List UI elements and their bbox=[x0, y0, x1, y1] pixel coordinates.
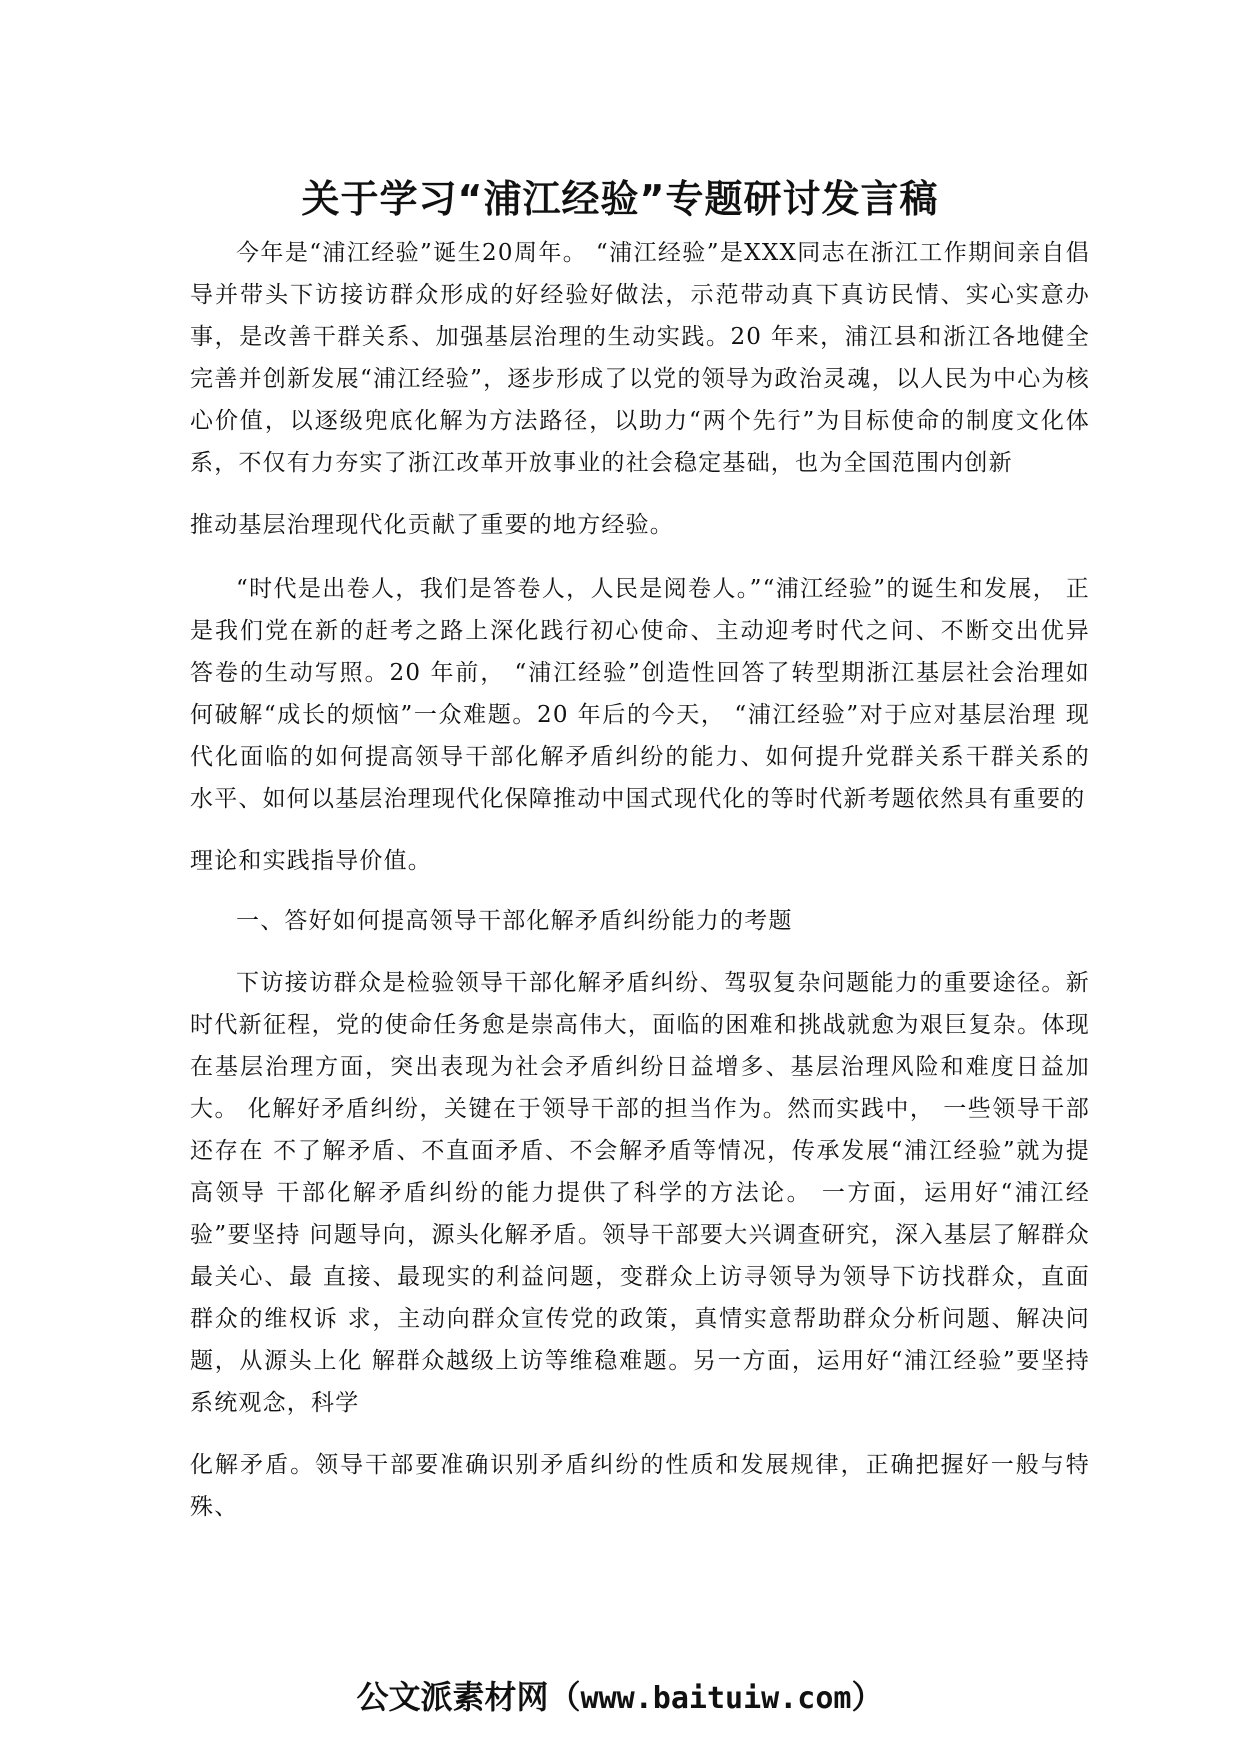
document-title: 关于学习“浦江经验”专题研讨发言稿 bbox=[301, 177, 939, 221]
paragraph-quote-continued: 理论和实践指导价值。 bbox=[190, 848, 432, 874]
footer-site-url[interactable]: www.baituiw.com bbox=[580, 1681, 852, 1716]
paragraph-quote: “时代是出卷人，我们是答卷人，人民是阅卷人。”“浦江经验”的诞生和发展， 正是我们党在新的赶考之路上深化践行初心使命、主动迎考时代之问、不断交出优异 答卷的生动写照。20 年前， “浦江经验”创造性回答了转型期浙江基层社会治理如 何破解“成长的烦恼”一众难题。20 年后的今天， “浦江经验”对于应对基层治理 现代化面临的如何提高领导干部化解矛盾纠纷的能力、如何提升党群关系干群关系的 水平、如何以基层治理现代化保障推动中国式现代化的等时代新考题依然具有重要的 bbox=[190, 576, 1090, 812]
paragraph-intro: 今年是“浦江经验”诞生20周年。 “浦江经验”是XXX同志在浙江工作期间亲自倡导并带头下访接访群众形成的好经验好做法，示范带动真下真访民情、实心实意办事，是改善干群关系、加强基层治理的生动实践。20 年来，浦江县和浙江各地健全完善并创新发展“浦江经验”，逐步形成了以党的领导为政治灵魂，以人民为中心为核心价值，以逐级兜底化解为方法路径，以助力“两个先行”为目标使命的制度文化体系，不仅有力夯实了浙江改革开放事业的社会稳定基础，也为全国范围内创新 bbox=[190, 240, 1090, 476]
footer-paren-close: ） bbox=[851, 1678, 884, 1716]
paragraph-section-1-continued: 化解矛盾。领导干部要准确识别矛盾纠纷的性质和发展规律，正确把握好一般与特殊、 bbox=[190, 1452, 1090, 1520]
footer-site-name: 公文派素材网 bbox=[356, 1678, 549, 1716]
footer-watermark bbox=[0, 1672, 1240, 1718]
document-body bbox=[190, 232, 1090, 1528]
footer-paren-open: （ bbox=[548, 1678, 581, 1716]
paragraph-section-1: 下访接访群众是检验领导干部化解矛盾纠纷、驾驭复杂问题能力的重要途径。新时代新征程，党的使命任务愈是崇高伟大，面临的困难和挑战就愈为艰巨复杂。体现在基层治理方面，突出表现为社会矛盾纠纷日益增多、基层治理风险和难度日益加 大。 化解好矛盾纠纷，关键在于领导干部的担当作为。然而实践中， 一些领导干部还存在 不了解矛盾、不直面矛盾、不会解矛盾等情况，传承发展“浦江经验”就为提高领导 干部化解矛盾纠纷的能力提供了科学的方法论。 一方面，运用好“浦江经验”要坚持 问题导向，源头化解矛盾。领导干部要大兴调查研究，深入基层了解群众最关心、最 直接、最现实的利益问题，变群众上访寻领导为领导下访找群众，直面群众的维权诉 求，主动向群众宣传党的政策，真情实意帮助群众分析问题、解决问题，从源头上化 解群众越级上访等维稳难题。另一方面，运用好“浦江经验”要坚持系统观念，科学 bbox=[190, 970, 1090, 1416]
section-heading-1: 一、答好如何提高领导干部化解矛盾纠纷能力的考题 bbox=[236, 908, 793, 934]
paragraph-intro-continued: 推动基层治理现代化贡献了重要的地方经验。 bbox=[190, 512, 674, 538]
